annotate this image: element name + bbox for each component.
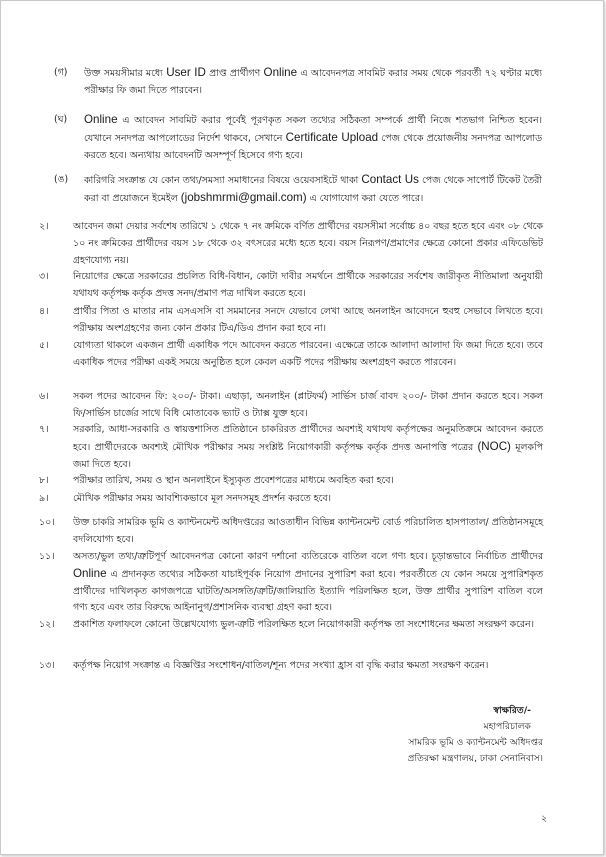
clause-8 <box>39 473 543 490</box>
clause-text: মৌখিক পরীক্ষার সময় আবশ্যিকভাবে মূল সনদসমূহ প্রদর্শন করতে হবে। <box>73 493 331 504</box>
clause-12 <box>39 617 543 634</box>
clause-number: ৭। <box>39 424 49 435</box>
clause-text: যোগ্যতা থাকলে একজন প্রার্থী একাধিক পদে আবেদন করতে পারবেন। এক্ষেত্রে তাকে আলাদা আলাদা ফি জমা দিতে হবে। তবে একাধিক পদের পরীক্ষা একই সময়ে অনুষ্ঠিত হলে কেবল একটি পদের পরীক্ষায় অংশগ্রহণ করতে পারবেন। <box>73 340 543 368</box>
clause-5 <box>39 338 543 372</box>
signature-signed <box>494 703 531 719</box>
sub-item-uma <box>54 172 542 208</box>
sub-item-text: এ আবেদন সাবমিট করার পূর্বেই পূরণকৃত সকল তথ্যের সঠিকতা সম্পর্কে প্রার্থী নিজে শতভাগ নিশ্চিত হবেন। যেখানে সনদপত্র আপলোডের নির্দেশ থাকবে, সেখানে <box>84 115 542 144</box>
clause-6 <box>39 389 543 423</box>
signature-dept <box>408 735 543 751</box>
clause-number: ১০। <box>39 517 55 528</box>
clause-number: ১২। <box>39 619 55 630</box>
clause-latin: (NOC) <box>477 439 511 453</box>
clause-text: সকল পদের আবেদন ফি: ২০০/- টাকা। এছাড়া, অনলাইন (প্লাটফর্ম) সার্ভিস চার্জ বাবদ ২০০/- টাকা প্রদান করতে হবে। সকল ফি/সার্ভিস চার্জের সাথে বিধি মোতাবেক ভ্যাট ও ট্যাক্স যুক্ত হবে। <box>73 391 543 419</box>
signatory-title: মহাপরিচালক <box>483 721 531 732</box>
clause-text: উক্ত চাকরি সামরিক ভূমি ও ক্যান্টনমেন্ট অধিদপ্তরের আওতাধীন বিভিন্ন ক্যান্টনমেন্ট বোর্ড পরিচালিত হাসপাতাল/ প্রতিষ্ঠানসমূহে বদলিযোগ্য হবে। <box>73 517 543 545</box>
signatory-ministry: প্রতিরক্ষা মন্ত্রণালয়, ঢাকা সেনানিবাস। <box>407 753 543 764</box>
clause-number: ৮। <box>39 475 49 486</box>
sub-item-latin: User ID <box>166 66 206 79</box>
clause-number: ২। <box>39 221 49 232</box>
sub-item-text: কারিগরি সংক্রান্ত যে কোন তথ্য/সমস্যা সমাধানের বিষয়ে ওয়েবসাইটে থাকা <box>84 175 362 186</box>
sub-item-latin: Contact Us <box>361 173 419 186</box>
clause-13 <box>39 658 543 675</box>
sub-item-gha <box>54 112 542 164</box>
sub-item-text: উক্ত সময়সীমার মধ্যে <box>84 68 167 79</box>
sub-item-label: (গ) <box>54 67 68 78</box>
clause-number: ৫। <box>39 340 49 351</box>
sub-item-label: (ঘ) <box>54 114 68 125</box>
clause-text: আবেদন জমা দেয়ার সর্বশেষ তারিখে ১ থেকে ৭ নং ক্রমিকে বর্ণিত প্রার্থীদের বয়সসীমা সর্বোচ্চ ৪০ বছর হতে হবে এবং ০৮ থেকে ১০ নং ক্রমিকের প্রার্থীদের বয়স ১৮ থেকে ৩২ বৎসরের মধ্যে হতে হবে। বয়স নিরূপণ/প্রমাণের ক্ষেত্রে কোনো প্রকার এফিডেভিট গ্রহণযোগ্য নয়। <box>73 221 543 266</box>
clause-text: এ প্রদানকৃত তথ্যের সঠিকতা যাচাইপূর্বক নিয়োগ প্রদানের সুপারিশ করা হবে। পরবর্তীতে যে কোন সময়ে সুপারিশকৃত প্রার্থীদের দাখিলকৃত কাগজপত্রে ঘাটতি/অসঙ্গতি/ত্রুটি/জালিয়াতি ইত্যাদি পরিলক্ষিত হলে, উক্ত প্রার্থীর সুপারিশ বাতিল বলে গণ্য হবে এবং তার বিরুদ্ধে আইনানুগ/প্রশাসনিক ব্যবস্থা গ্রহণ করা হবে। <box>73 568 543 614</box>
clause-text: নিয়োগের ক্ষেত্রে সরকারের প্রচলিত বিধি-বিধান, কোটা দাবীর সমর্থনে প্রার্থীকে সরকারের সর্বশেষ জারীকৃত নীতিমালা অনুযায়ী যথাযথ কর্তৃপক্ষ কর্তৃক প্রদত্ত সনদ/প্রমাণ পত্র দাখিল করতে হবে। <box>73 271 543 299</box>
clause-number: ১১। <box>39 551 55 562</box>
signature-ministry <box>408 751 543 767</box>
clause-number: ৬। <box>39 391 49 402</box>
clause-text: সরকারি, আধা-সরকারি ও স্বায়ত্তশাসিত প্রতিষ্ঠানে চাকরিরত প্রার্থীদের অবশ্যই যথাযথ কর্তৃপক্ষের অনুমতিক্রমে আবেদন করতে হবে। প্রার্থীদেরকে অবশ্যই মৌখিক পরীক্ষার সময় সংশ্লিষ্ট নিয়োগকারী কর্তৃপক্ষ কর্তৃক প্রদত্ত অনাপত্তি পত্রের <box>73 424 543 453</box>
sub-item-text: এ যোগাযোগ করা যেতে পারে। <box>306 192 424 204</box>
sub-item-latin: Online <box>263 66 298 79</box>
sub-item-text: পেজ থেকে প্রয়োজনীয় সনদপত্র আপলোড করতে হবে। অন্যথায় আবেদনটি অসম্পূর্ণ হিসেবে গণ্য হবে। <box>84 132 542 161</box>
sub-item-text: এ আবেদনপত্র সাবমিট করার সময় থেকে পরবর্তী ৭২ ঘণ্টার মধ্যে পরীক্ষার ফি জমা দিতে পারবেন। <box>84 68 542 96</box>
clause-latin: Online <box>73 566 107 580</box>
sub-item-latin: Certificate Upload <box>285 130 379 144</box>
sub-item-text: প্রাপ্ত প্রার্থীগণ <box>205 68 264 79</box>
clause-text: পরীক্ষার তারিখ, সময় ও স্থান অনলাইনে ইস্যুকৃত প্রবেশপত্রের মাধ্যমে অবহিত করা হবে। <box>73 475 394 486</box>
clause-text: প্রকাশিত ফলাফলে কোনো উল্লেখযোগ্য ভুল-ত্রুটি পরিলক্ষিত হলে নিয়োগকারী কর্তৃপক্ষ তা সংশোধনের ক্ষমতা সংরক্ষণ করেন। <box>73 619 534 630</box>
clause-text: অসত্য/ভুল তথ্য/ত্রুটিপূর্ণ আবেদনপত্র কোনো কারণ দর্শানো ব্যতিরেকে বাতিল বলে গণ্য হবে। চূড়ান্তভাবে নির্বাচিত প্রার্থীদের <box>73 551 543 562</box>
signatory-department: সামরিক ভূমি ও ক্যান্টনমেন্ট অধিদপ্তর <box>408 737 543 748</box>
clause-text: কর্তৃপক্ষ নিয়োগ সংক্রান্ত এ বিজ্ঞপ্তির সংশোধন/বাতিল/শূন্য পদের সংখ্যা হ্রাস বা বৃদ্ধি করার ক্ষমতা সংরক্ষণ করেন। <box>73 660 489 671</box>
page-number: ২ <box>541 814 547 824</box>
clause-text: মূলকপি জমা দিতে হবে। <box>73 441 544 470</box>
clause-number: ১৩। <box>39 660 55 671</box>
clause-number: ৪। <box>39 306 49 317</box>
sub-item-label: (ঙ) <box>54 174 69 185</box>
clause-text: প্রার্থীর পিতা ও মাতার নাম এসএসসি বা সমমানের সনদে যেভাবে লেখা আছে অনলাইন আবেদনে হুবহু সেভাবে লিখতে হবে। পরীক্ষায় অংশগ্রহণের জন্য কোন প্রকার টিএ/ডিএ প্রদান করা হবে না। <box>73 306 543 334</box>
clause-3 <box>39 269 543 303</box>
sub-item-text: পেজ থেকে সাপোর্ট টিকেট তৈরী করা বা প্রয়োজনে ইমেইল <box>84 175 542 204</box>
sub-item-latin: (jobshmrmi@gmail.com) <box>180 190 307 204</box>
clause-2 <box>39 219 543 269</box>
clause-number: ৯। <box>39 493 49 504</box>
clause-10 <box>39 515 543 549</box>
signature-mark: স্বাক্ষরিত/- <box>493 705 531 716</box>
clause-7 <box>39 422 544 473</box>
clause-number: ৩। <box>39 271 49 282</box>
signature-title <box>484 719 531 735</box>
clause-11 <box>39 549 543 617</box>
sub-item-ga <box>54 65 542 100</box>
clause-4 <box>39 304 543 338</box>
clause-9 <box>39 491 543 508</box>
sub-item-latin: Online <box>84 113 118 126</box>
